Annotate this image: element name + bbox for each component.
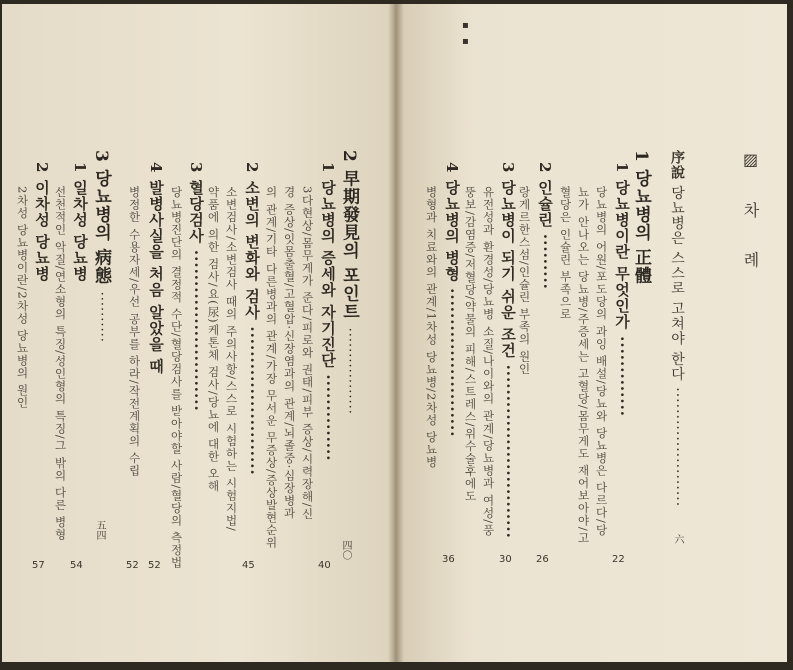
ch2-section3-desc-1: 당뇨병진단의 결정적 수단/혈당검사를 받아야할 사람/혈당의 측정법 [169, 186, 184, 570]
ch1-section4-title[interactable] [444, 162, 459, 437]
ch3-section1-page: 54 [70, 560, 83, 571]
section-title: 당뇨병이란 무엇인가 [613, 179, 631, 330]
section-title: 인슐린 [536, 179, 554, 228]
ch2-section1-desc-1: 3다현상/몸무게가 준다/피로와 권태/피부 증상/시력장해/신 [300, 186, 315, 521]
ch1-section1-desc-1: 당뇨병의 어원/포도당의 과잉 배설/당뇨와 당뇨병은 다르다/당 [594, 186, 609, 537]
section-title: 이차성 당뇨병 [33, 179, 51, 282]
ch1-section1-page: 22 [612, 554, 625, 565]
leader-dots: ···························· [499, 364, 517, 539]
section-number: 2 [33, 162, 51, 174]
section-number: 1 [71, 162, 89, 174]
ch1-section3-desc-2: 뚱보/감염증/저혈당/약물의 피해/스트레스/위수술후에도 [463, 186, 478, 503]
leader-dots: ······················ [669, 387, 685, 508]
chapter1-title: 당뇨병의 正體 [631, 169, 651, 285]
leader-dots: ························ [243, 326, 261, 476]
ch1-section2-desc-1: 랑게르한스섬/인슐린 부족의 원인 [517, 186, 532, 376]
toc-title: 차 례 [741, 202, 760, 282]
preface-label: 序說 [669, 150, 685, 180]
ch2-section1-desc-3: 의 관계/기타 다른병과의 관계/가장 무서운 무증상/증상발현순위 [264, 186, 279, 549]
section-number: 4 [443, 162, 461, 174]
ch1-section2-title[interactable] [537, 162, 552, 290]
leader-dots: ········· [536, 233, 554, 290]
ch3-section1-title[interactable] [72, 162, 87, 282]
section-title: 혈당검사 [187, 179, 205, 244]
ch1-section4-page: 36 [442, 554, 455, 565]
ch2-section4-title[interactable] [148, 162, 163, 374]
leader-dots: ············· [613, 336, 631, 418]
chapter2-title: 早期發見의 포인트 [339, 169, 359, 321]
ink-mark: ▪ [462, 36, 469, 47]
chapter2-number: 2 [339, 150, 359, 163]
leader-dots: ·········· [94, 291, 109, 343]
ch2-section1-title[interactable] [320, 162, 335, 461]
ch2-section2-desc-2: 약품에 의한 검사/요(尿)케톤체 검사/당뇨에 대한 오해 [206, 186, 221, 493]
section-number: 3 [187, 162, 205, 174]
ch3-section2-title[interactable] [34, 162, 49, 282]
chapter2-heading[interactable] [340, 150, 357, 415]
leader-dots: ·························· [187, 249, 205, 412]
section-title: 당뇨병의 증세와 자기진단 [319, 179, 337, 369]
section-number: 1 [319, 162, 337, 174]
section-title: 일차성 당뇨병 [71, 179, 89, 282]
section-title: 당뇨병의 병형 [443, 179, 461, 282]
section-title: 발병사실을 처음 알았을 때 [147, 179, 165, 375]
ch2-section2-title[interactable] [244, 162, 259, 476]
ink-mark: ▪ [462, 20, 469, 31]
preface-page: 六 [672, 534, 683, 544]
chapter1-heading[interactable] [632, 150, 649, 285]
ch2-section1-page: 40 [318, 560, 331, 571]
toc-heading [742, 150, 758, 281]
chapter3-number: 3 [91, 150, 111, 163]
section-number: 2 [243, 162, 261, 174]
ch2-section1-desc-2: 경 증상/잇몸출혈/고혈압·신장염과의 관계/뇌졸중·심장병과 [282, 186, 297, 520]
ch1-section1-title[interactable] [614, 162, 629, 417]
ch2-section4-page: 52 [126, 560, 139, 571]
ch2-section2-desc-1: 소변검사/소변검사 때의 주의사항/스스로 시험하는 시험지법/ [224, 186, 239, 532]
toc-symbol: ▨ [741, 150, 760, 183]
section-number: 2 [536, 162, 554, 174]
chapter2-page: 四〇 [340, 540, 351, 560]
section-number: 1 [613, 162, 631, 174]
leader-dots: ················· [342, 327, 357, 415]
ch1-section4-desc-1: 병형과 치료와의 관계/1차성 당뇨병/2차성 당뇨병 [424, 186, 439, 469]
ch1-section2-page: 26 [536, 554, 549, 565]
ch1-section1-desc-2: 뇨가 안나오는 당뇨병/주증세는 고혈당/몸무게도 재어보아야/고 [576, 186, 591, 545]
ch2-section4-desc-1: 병정한 수용자세/우선 공부를 하라/작전계획의 수립 [127, 186, 142, 477]
section-title: 소변의 변화와 검사 [243, 179, 261, 321]
leader-dots: ························ [443, 288, 461, 438]
ch3-section2-desc-1: 2차성 당뇨병이란/2차성 당뇨병의 원인 [15, 186, 30, 409]
preface-entry[interactable] [670, 150, 684, 507]
section-number: 4 [147, 162, 165, 174]
chapter3-title: 당뇨병의 病態 [91, 169, 111, 285]
leader-dots: ·············· [319, 374, 337, 462]
chapter3-heading[interactable] [92, 150, 109, 343]
section-number: 3 [499, 162, 517, 174]
book-gutter [388, 4, 404, 662]
ch2-section3-title[interactable] [188, 162, 203, 412]
ch1-section3-title[interactable] [500, 162, 515, 539]
ch1-section1-desc-3: 혈당은 인슐린 부족으로 [558, 186, 573, 321]
ch2-section2-page: 45 [242, 560, 255, 571]
ch1-section3-page: 30 [499, 554, 512, 565]
section-title: 당뇨병이 되기 쉬운 조건 [499, 179, 517, 359]
chapter1-number: 1 [631, 150, 651, 163]
ch3-section2-page: 57 [32, 560, 45, 571]
ch2-section3-page: 52 [148, 560, 161, 571]
ch3-section1-desc-1: 선천적인 악질/연소형의 특징/성인형의 특징/그 밖의 다른 병형 [53, 186, 68, 542]
preface-text: 당뇨병은 스스로 고쳐야 한다 [669, 185, 685, 388]
ch1-section3-desc-1: 유전성과 환경성/당뇨병 소질/나이와의 관계/당뇨병과 여성/풍 [481, 186, 496, 537]
chapter3-page: 五四 [94, 520, 105, 540]
